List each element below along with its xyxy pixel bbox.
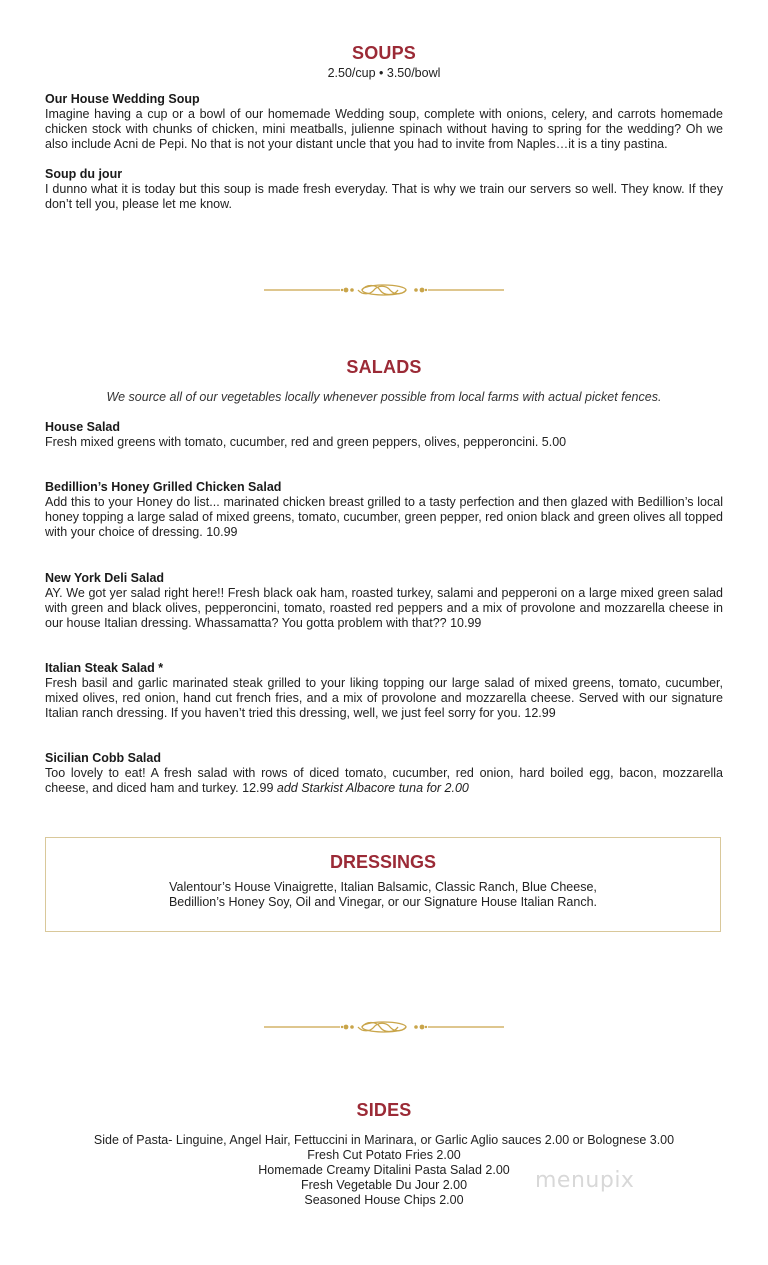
item-description: Imagine having a cup or a bowl of our homemade Wedding soup, complete with onions, celery, and carrots homemade chicken stock with chunks of chicken, mini meatballs, julienne spinach without having to spring for the wedding? Oh we also include Acni de Pepi. No that is not your distant uncle that you had to invite from Naples…it is a tiny pastina. bbox=[45, 107, 723, 151]
dressings-heading: DRESSINGS bbox=[329, 852, 437, 872]
list-item: Homemade Creamy Ditalini Pasta Salad 2.00 bbox=[258, 1163, 510, 1177]
ornament-divider-icon bbox=[262, 282, 506, 298]
item-name: House Salad bbox=[45, 420, 121, 434]
item-name: Soup du jour bbox=[45, 167, 123, 181]
soups-heading: SOUPS bbox=[351, 43, 417, 63]
list-item: Fresh Vegetable Du Jour 2.00 bbox=[300, 1178, 468, 1192]
item-description: Fresh basil and garlic marinated steak grilled to your liking topping our large salad of mixed greens, tomato, cucumber, mixed olives, red onion, hand cut french fries, and a mix of provolone and mozzarella cheese. Served with our signature Italian ranch dressing. If you haven’t tried this dressing, well, we just feel sorry for you. 12.99 bbox=[45, 676, 723, 720]
item-name: Bedillion’s Honey Grilled Chicken Salad bbox=[45, 480, 282, 494]
item-name: Italian Steak Salad * bbox=[45, 661, 164, 675]
dressings-line: Bedillion’s Honey Soy, Oil and Vinegar, or our Signature House Italian Ranch. bbox=[168, 895, 598, 909]
menu-item bbox=[45, 420, 723, 450]
item-description: AY. We got yer salad right here!! Fresh black oak ham, roasted turkey, salami and pepperoni on a large mixed green salad with green and black olives, pepperoncini, tomato, roasted red peppers and a mix of provolone and mozzarella cheese in our house Italian dressing. Whassamatta? You gotta problem with that?? 10.99 bbox=[45, 586, 723, 630]
item-name: Sicilian Cobb Salad bbox=[45, 751, 161, 765]
dressings-list bbox=[46, 880, 720, 910]
list-item: Fresh Cut Potato Fries 2.00 bbox=[307, 1148, 461, 1162]
item-description bbox=[45, 766, 723, 796]
salads-heading: SALADS bbox=[346, 357, 422, 377]
sides-heading: SIDES bbox=[356, 1100, 412, 1120]
item-name: Our House Wedding Soup bbox=[45, 92, 200, 106]
soups-price-line: 2.50/cup • 3.50/bowl bbox=[327, 66, 441, 80]
item-description-text: Too lovely to eat! A fresh salad with rows of diced tomato, cucumber, red onion, hard boiled egg, bacon, mozzarella cheese, and diced ham and turkey. 12.99 bbox=[45, 766, 723, 795]
menupix-watermark: menupix bbox=[535, 1168, 635, 1193]
ornament-divider-icon bbox=[262, 1019, 506, 1035]
dressings-line: Valentour’s House Vinaigrette, Italian Balsamic, Classic Ranch, Blue Cheese, bbox=[169, 880, 597, 894]
list-item: Seasoned House Chips 2.00 bbox=[304, 1193, 464, 1207]
menu-item bbox=[45, 480, 723, 540]
menu-item bbox=[45, 571, 723, 631]
menu-item bbox=[45, 751, 723, 796]
sides-list bbox=[0, 1133, 768, 1208]
list-item: Side of Pasta- Linguine, Angel Hair, Fettuccini in Marinara, or Garlic Aglio sauces 2.00 or Bolognese 3.00 bbox=[93, 1133, 675, 1147]
menu-item bbox=[45, 661, 723, 721]
menu-item bbox=[45, 167, 723, 212]
item-description: Add this to your Honey do list... marinated chicken breast grilled to a tasty perfection and then glazed with Bedillion’s local honey topping a large salad of mixed greens, tomato, cucumber, green pepper, red onion black and green olives all topped with your choice of dressing. 10.99 bbox=[45, 495, 723, 539]
item-addon: add Starkist Albacore tuna for 2.00 bbox=[276, 781, 469, 795]
salads-intro: We source all of our vegetables locally whenever possible from local farms with actual picket fences. bbox=[106, 390, 662, 404]
menu-item bbox=[45, 92, 723, 152]
item-name: New York Deli Salad bbox=[45, 571, 165, 585]
item-description: I dunno what it is today but this soup is made fresh everyday. That is why we train our servers so well. They know. If they don’t tell you, please let me know. bbox=[45, 182, 723, 211]
item-description: Fresh mixed greens with tomato, cucumber, red and green peppers, olives, pepperoncini. 5.00 bbox=[45, 435, 567, 449]
dressings-box bbox=[45, 837, 721, 932]
